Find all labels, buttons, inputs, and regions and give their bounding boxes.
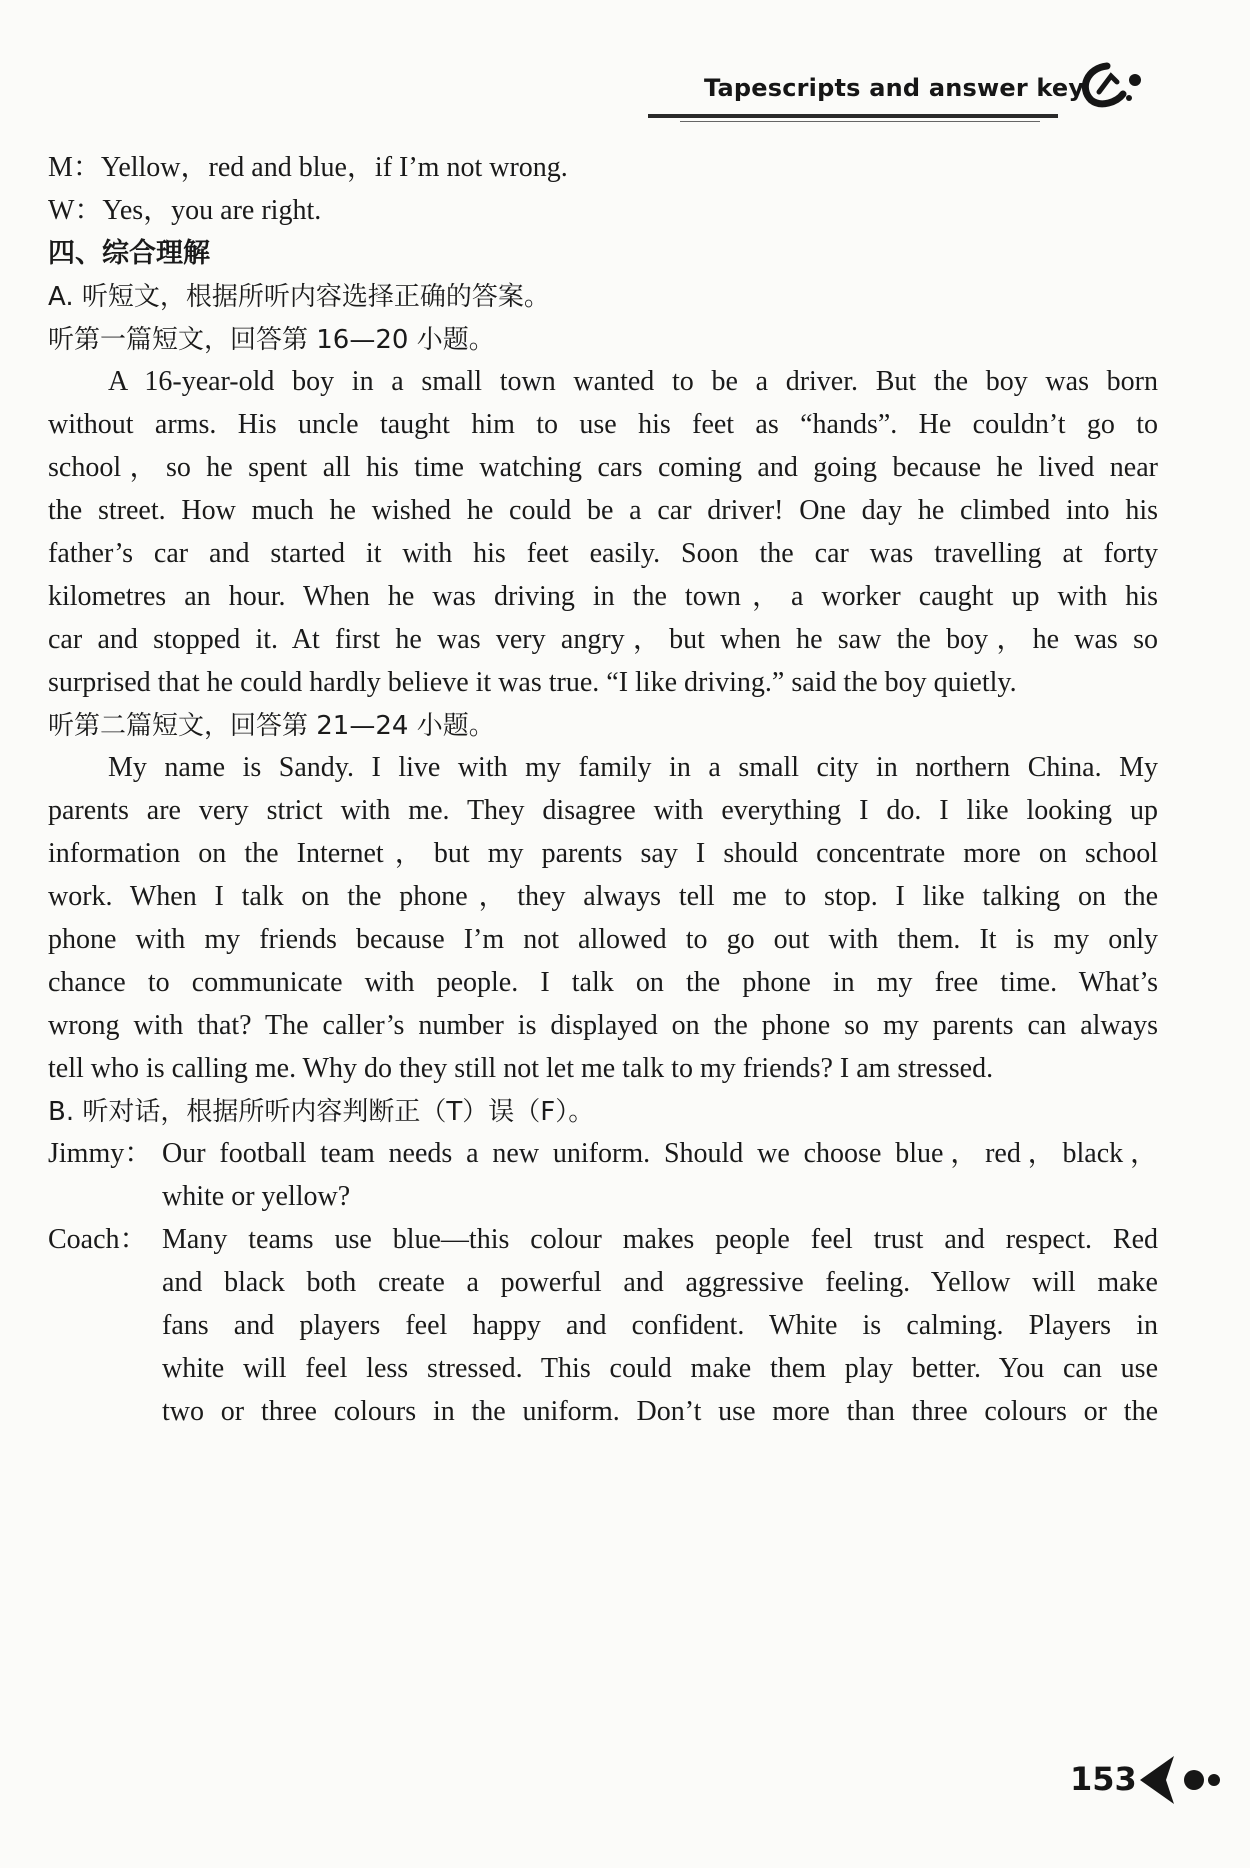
part-a-instruction: A. 听短文，根据所听内容选择正确的答案。 xyxy=(48,282,550,312)
speaker-coach: Coach： xyxy=(48,1224,148,1255)
passage1-line: without arms. His uncle taught him to use his feet as “hands”. He couldn’t go to xyxy=(48,409,1158,440)
passage1-line: the street. How much he wished he could be a car driver! One day he climbed into his xyxy=(48,495,1158,526)
passage2-line: chance to communicate with people. I talk on the phone in my free time. What’s xyxy=(48,967,1158,998)
page-number: 153 xyxy=(1070,1760,1137,1798)
passage2-line: wrong with that? The caller’s number is displayed on the phone so my parents can always xyxy=(48,1010,1158,1041)
passage2-intro: 听第二篇短文，回答第 21—24 小题。 xyxy=(48,711,495,741)
jimmy-line: Our football team needs a new uniform. Should we choose blue，red，black， xyxy=(162,1138,1158,1169)
part-b-instruction: B. 听对话，根据所听内容判断正（T）误（F）。 xyxy=(48,1097,595,1127)
speaker-jimmy: Jimmy： xyxy=(48,1138,153,1169)
passage2-line: My name is Sandy. I live with my family in a small city in northern China. My xyxy=(108,752,1158,783)
coach-line: and black both create a powerful and aggressive feeling. Yellow will make xyxy=(162,1267,1158,1298)
jimmy-line: white or yellow? xyxy=(162,1181,351,1212)
dialogue-line-m: M：Yellow，red and blue，if I’m not wrong. xyxy=(48,152,568,183)
passage1-intro: 听第一篇短文，回答第 16—20 小题。 xyxy=(48,325,495,355)
coach-line: white will feel less stressed. This could make them play better. You can use xyxy=(162,1353,1158,1384)
arrow-dots-icon xyxy=(1132,1750,1232,1810)
dialogue-line-w: W：Yes，you are right. xyxy=(48,195,322,226)
passage2-line: phone with my friends because I’m not allowed to go out with them. It is my only xyxy=(48,924,1158,955)
header-rule-thin xyxy=(680,121,1040,122)
running-header-title: Tapescripts and answer key xyxy=(704,74,1085,102)
coach-line: fans and players feel happy and confident. White is calming. Players in xyxy=(162,1310,1158,1341)
passage1-line: father’s car and started it with his feet easily. Soon the car was travelling at forty xyxy=(48,538,1158,569)
swirl-logo-icon xyxy=(1077,58,1145,110)
passage2-line: work. When I talk on the phone，they always tell me to stop. I like talking on the xyxy=(48,881,1158,912)
passage1-line: kilometres an hour. When he was driving in the town，a worker caught up with his xyxy=(48,581,1158,612)
coach-line: two or three colours in the uniform. Don’t use more than three colours or the xyxy=(162,1396,1158,1427)
passage2-line: information on the Internet，but my parents say I should concentrate more on school xyxy=(48,838,1158,869)
passage1-line: school，so he spent all his time watching cars coming and going because he lived near xyxy=(48,452,1158,483)
passage2-line: parents are very strict with me. They disagree with everything I do. I like looking up xyxy=(48,795,1158,826)
header-rule xyxy=(648,114,1058,118)
section-heading: 四、综合理解 xyxy=(48,238,210,269)
passage1-line: car and stopped it. At first he was very angry，but when he saw the boy，he was so xyxy=(48,624,1158,655)
passage1-line: surprised that he could hardly believe it was true. “I like driving.” said the boy quietly. xyxy=(48,667,1017,698)
coach-line: Many teams use blue—this colour makes people feel trust and respect. Red xyxy=(162,1224,1158,1255)
passage1-line: A 16-year-old boy in a small town wanted to be a driver. But the boy was born xyxy=(108,366,1158,397)
passage2-line: tell who is calling me. Why do they still not let me talk to my friends? I am stressed. xyxy=(48,1053,994,1084)
